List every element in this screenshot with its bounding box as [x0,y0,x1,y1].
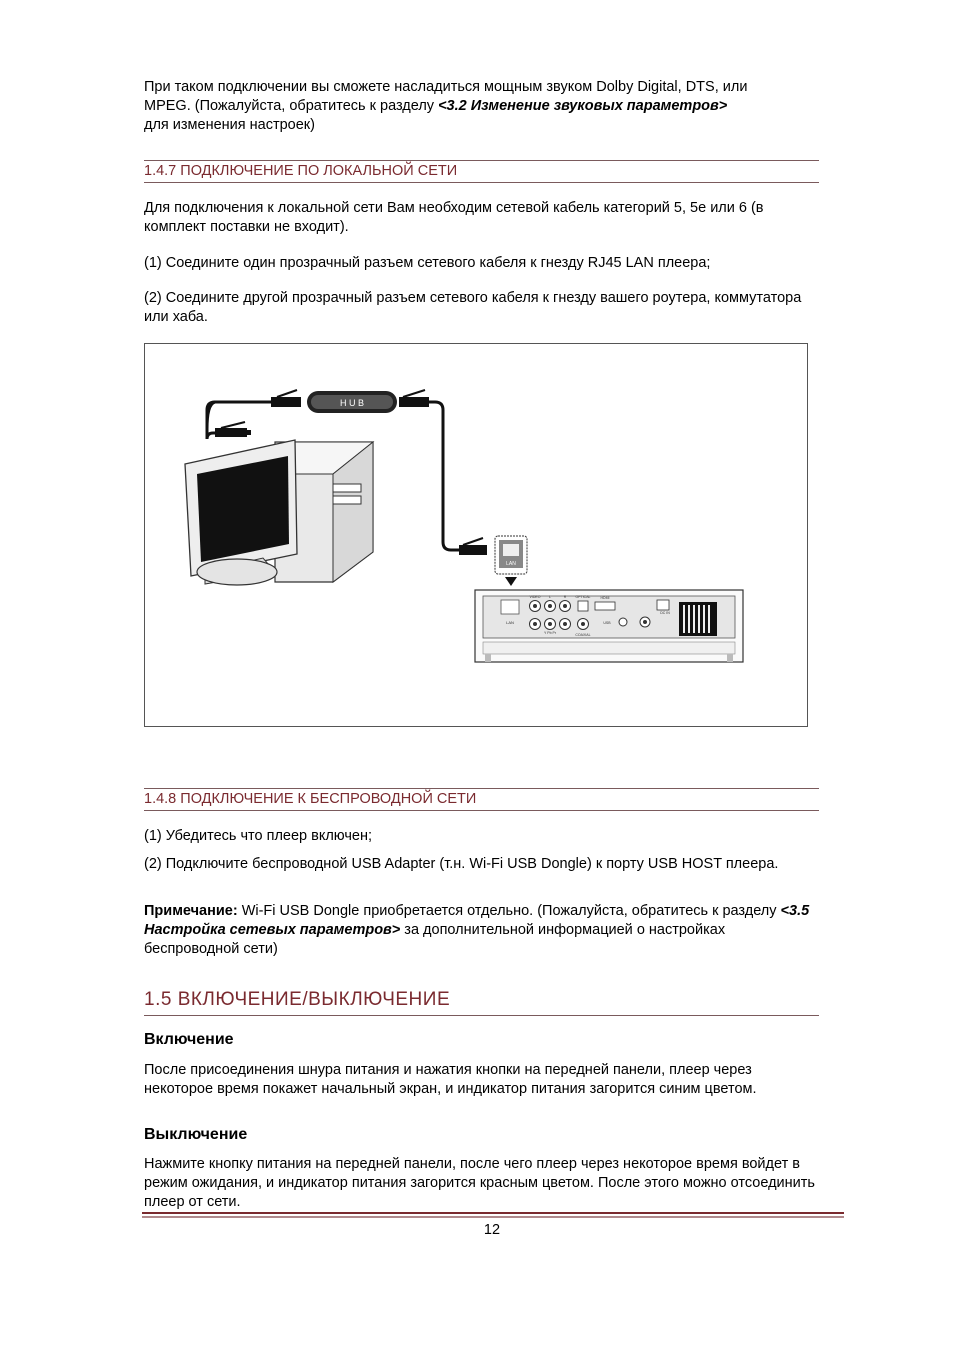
wifi-note: Примечание: Wi-Fi USB Dongle приобретается отдельно. (Пожалуйста, обратитесь к разделу <3.5 Настройка сетевых параметров> за дополнительной информацией о настройках беспроводной сети) [144,903,810,957]
arrow-down-icon [505,577,517,586]
svg-text:COAXIAL: COAXIAL [575,633,591,637]
footer-rule-secondary [142,1216,844,1218]
rj45-plug-hub-right [399,390,429,407]
usb-port [619,618,627,626]
section-reference: <3.2 Изменение звуковых параметров> [438,98,728,114]
wifi-step-1: (1) Убедитесь что плеер включен; [144,828,373,844]
lan-paragraph-1: Для подключения к локальной сети Вам необходим сетевой кабель категорий 5, 5е или 6 (в комплект поставки не входит). [144,200,764,235]
svg-text:Y Pb Pr: Y Pb Pr [544,631,556,635]
lan-port-zoom [495,536,527,574]
power-on-text: После присоединения шнура питания и нажатия кнопки на передней панели, плеер через некоторое время покажет начальный экран, и индикатор питания загорится синим цветом. [144,1062,757,1097]
svg-text:HDMI: HDMI [600,596,610,600]
cooling-vent [679,602,717,636]
lan-connection-figure [144,343,808,727]
section-heading-147: 1.4.7 ПОДКЛЮЧЕНИЕ ПО ЛОКАЛЬНОЙ СЕТИ [144,160,819,183]
svg-text:DC IN: DC IN [660,611,670,615]
lan-step-1: (1) Соедините один прозрачный разъем сетевого кабеля к гнезду RJ45 LAN плеера; [144,255,711,271]
hdmi-port [595,602,615,610]
optical-port [578,601,588,611]
section-reference: <3.5 Настройка сетевых параметров> [144,903,810,938]
power-off-text: Нажмите кнопку питания на передней панели, после чего плеер через некоторое время войдет в режим ожидания, и индикатор питания загорится красным цветом. После этого можно отсоединить плеер от сети. [144,1156,815,1210]
svg-text:VIDEO: VIDEO [529,595,541,599]
svg-text:USB: USB [603,621,611,625]
media-player-rear [475,590,743,662]
svg-text:OPTICAL: OPTICAL [575,595,591,599]
power-off-heading: Выключение [144,1126,248,1143]
power-on-heading: Включение [144,1031,234,1048]
note-label: Примечание: [144,903,238,919]
svg-text:L: L [549,595,551,599]
svg-text:LAN: LAN [506,620,514,625]
cable-hub-player [427,402,463,550]
section-heading-148: 1.4.8 ПОДКЛЮЧЕНИЕ К БЕСПРОВОДНОЙ СЕТИ [144,788,819,811]
wifi-step-2: (2) Подключите беспроводной USB Adapter (т.н. Wi-Fi USB Dongle) к порту USB HOST плеера. [144,856,779,872]
section-heading-15: 1.5 ВКЛЮЧЕНИЕ/ВЫКЛЮЧЕНИЕ [144,988,819,1016]
intro-paragraph: При таком подключении вы сможете насладиться мощным звуком Dolby Digital, DTS, или MPEG. (Пожалуйста, обратитесь к разделу <3.2 Изменение звуковых параметров> для изменения настроек) [144,79,748,133]
footer-rule [142,1212,844,1214]
svg-text:R: R [563,595,567,599]
hub-label: H U B [339,398,365,408]
lan-zoom-label: LAN [506,561,516,567]
lan-diagram [145,344,807,726]
rj45-plug-pc [215,422,251,437]
page-number: 12 [483,1222,501,1238]
rj45-plug-player [459,538,487,555]
rj45-plug-hub-left [271,390,301,407]
lan-step-2: (2) Соедините другой прозрачный разъем сетевого кабеля к гнезду вашего роутера, коммутатора или хаба. [144,290,802,325]
lan-port [501,600,519,614]
hub-device [307,391,397,413]
